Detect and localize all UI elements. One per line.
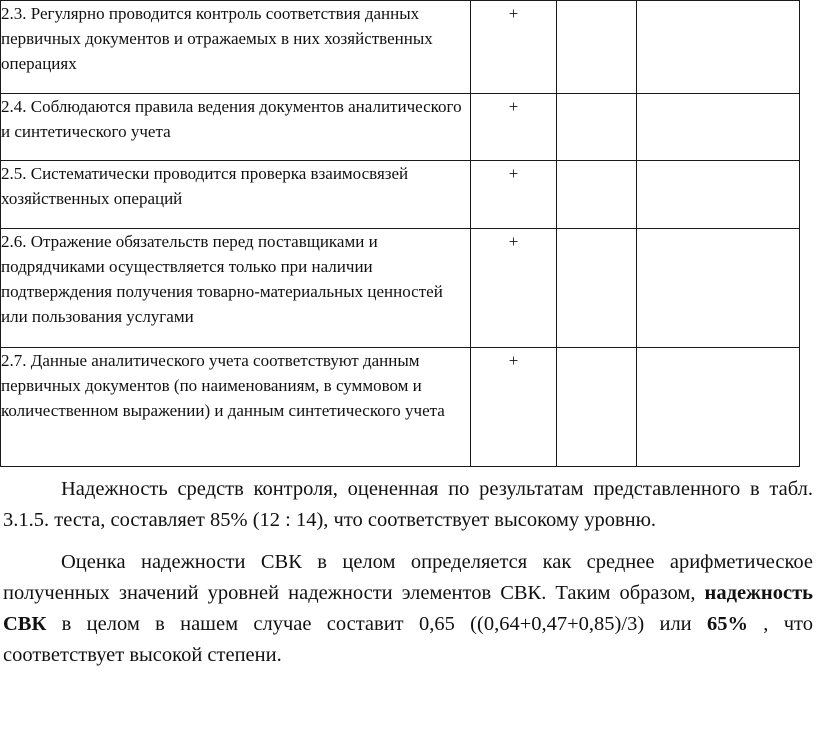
paragraph-text: в целом в нашем случае составит 0,65 ((0,64+0,47+0,85)/3) или <box>46 613 707 635</box>
paragraph-svk-assessment <box>3 547 813 671</box>
row-text: 2.5. Систематически проводится проверка взаимосвязей хозяйственных операций <box>1 161 471 229</box>
table-row <box>1 1 800 94</box>
note-cell <box>637 161 800 229</box>
row-text: 2.7. Данные аналитического учета соответствуют данным первичных документов (по наименованиям, в суммовом и количественном выражении) и данным синтетического учета <box>1 348 471 467</box>
yes-mark: + <box>471 348 557 467</box>
yes-mark: + <box>471 161 557 229</box>
yes-mark: + <box>471 229 557 348</box>
yes-mark: + <box>471 1 557 94</box>
table-row <box>1 94 800 161</box>
no-mark <box>557 1 637 94</box>
paragraph-text: Оценка надежности СВК в целом определяется как среднее арифметическое полученных значений уровней надежности элементов СВК. Таким образом, <box>3 551 813 604</box>
note-cell <box>637 94 800 161</box>
note-cell <box>637 348 800 467</box>
note-cell <box>637 1 800 94</box>
yes-mark: + <box>471 94 557 161</box>
no-mark <box>557 229 637 348</box>
no-mark <box>557 94 637 161</box>
row-text: 2.3. Регулярно проводится контроль соответствия данных первичных документов и отражаемых в них хозяйственных операциях <box>1 1 471 94</box>
table-row <box>1 229 800 348</box>
no-mark <box>557 348 637 467</box>
no-mark <box>557 161 637 229</box>
body-text <box>3 474 813 682</box>
bold-term: надежность СВК <box>3 582 813 635</box>
table-row <box>1 348 800 467</box>
bold-percent: 65% <box>706 613 748 635</box>
row-text: 2.4. Соблюдаются правила ведения документов аналитического и синтетического учета <box>1 94 471 161</box>
note-cell <box>637 229 800 348</box>
row-text: 2.6. Отражение обязательств перед поставщиками и подрядчиками осуществляется только при наличии подтверждения получения товарно-материальных ценностей или пользования услугами <box>1 229 471 348</box>
paragraph-reliability: Надежность средств контроля, оцененная по результатам представленного в табл. 3.1.5. теста, составляет 85% (12 : 14), что соответствует высокому уровню. <box>3 478 813 531</box>
paragraph-text: , что соответствует высокой степени. <box>3 613 813 666</box>
table-row <box>1 161 800 229</box>
